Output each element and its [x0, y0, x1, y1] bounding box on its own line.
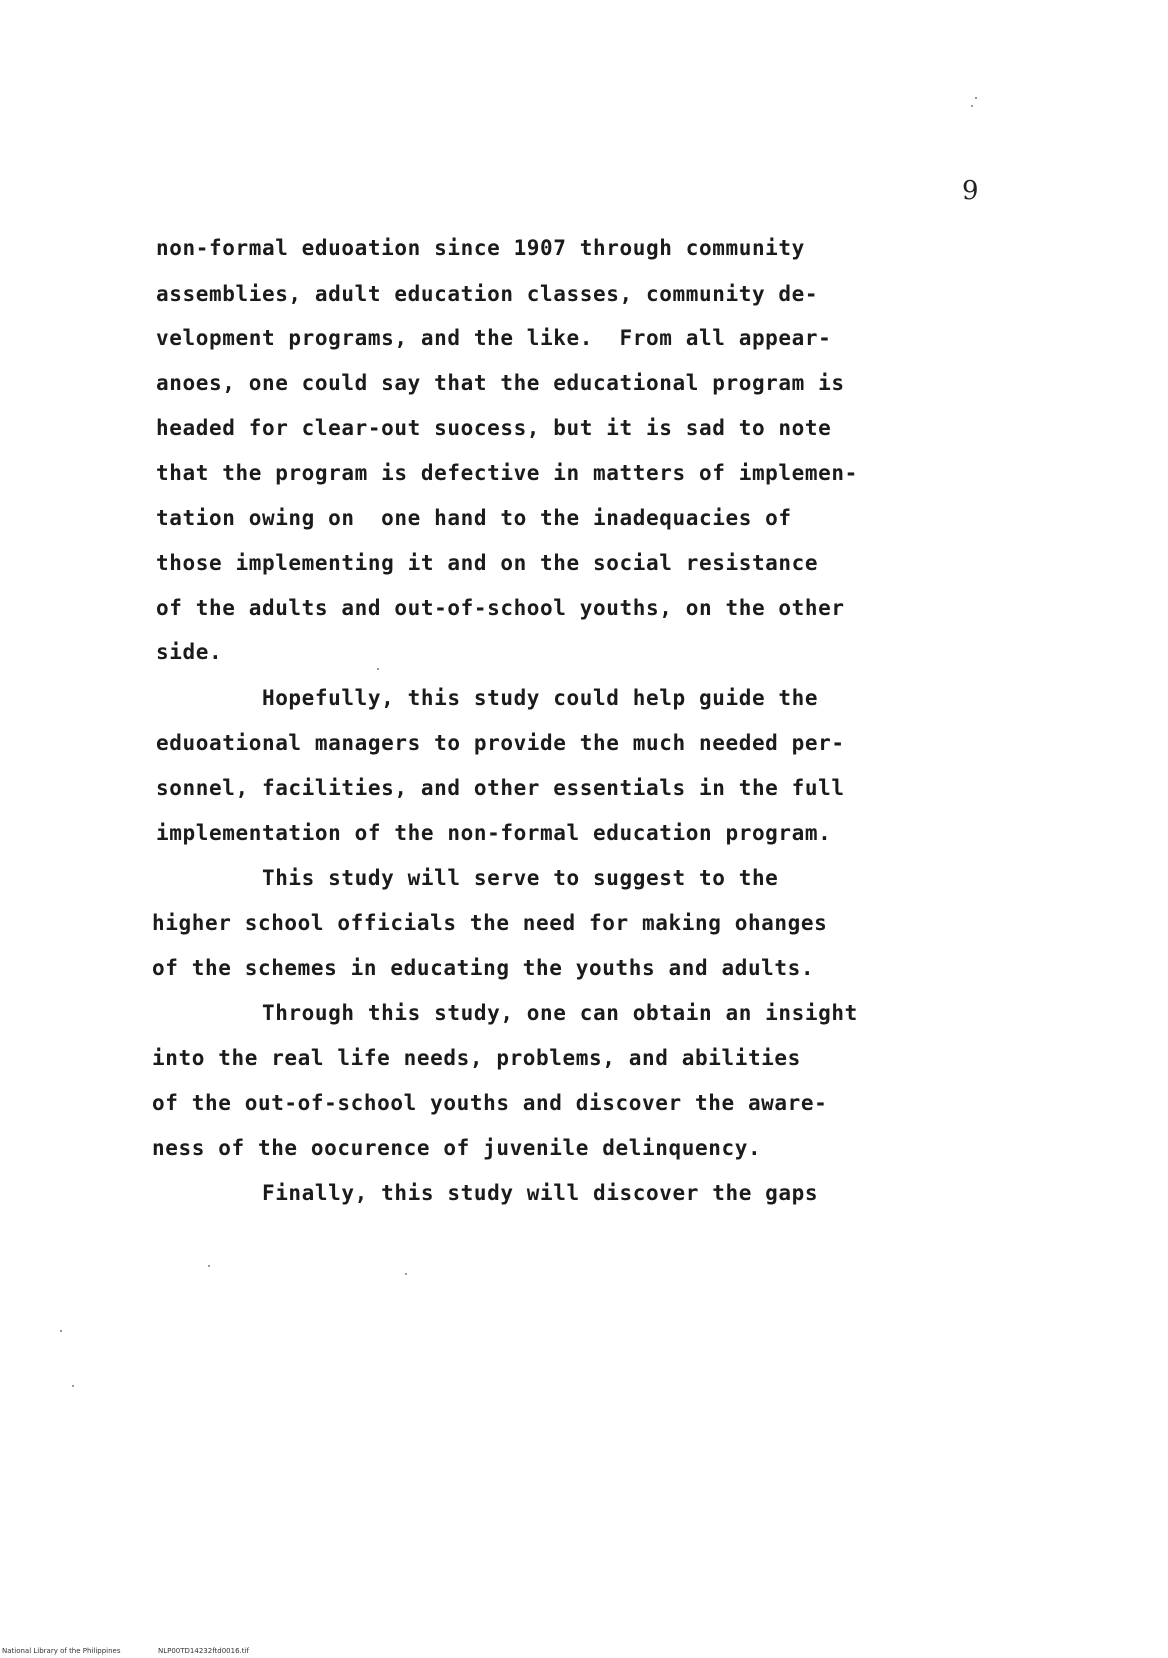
- scan-speck: [72, 1385, 74, 1387]
- scan-speck: [405, 1273, 407, 1275]
- text-line: assemblies, adult education classes, community de-: [156, 282, 819, 306]
- text-line: eduoational managers to provide the much needed per-: [156, 731, 845, 755]
- scan-speck: [971, 105, 973, 107]
- text-line: non-formal eduoation since 1907 through community: [156, 236, 805, 260]
- text-line: implementation of the non-formal education program.: [156, 821, 832, 845]
- text-line: of the out-of-school youths and discover the aware-: [152, 1091, 828, 1115]
- text-line: that the program is defective in matters of implemen-: [156, 461, 858, 485]
- text-line: anoes, one could say that the educational program is: [156, 371, 845, 395]
- text-line: of the adults and out-of-school youths, on the other: [156, 596, 845, 620]
- text-line: into the real life needs, problems, and abilities: [152, 1046, 801, 1070]
- footer-file-label: NLP00TD14232ftd0016.tif: [158, 1647, 249, 1655]
- text-line: higher school officials the need for making ohanges: [152, 911, 828, 935]
- text-line: velopment programs, and the like. From all appear-: [156, 326, 832, 350]
- text-line: This study will serve to suggest to the: [156, 866, 779, 890]
- scan-speck: [377, 668, 379, 670]
- scan-speck: [975, 97, 977, 99]
- text-line: side.: [156, 640, 223, 664]
- text-line: Hopefully, this study could help guide the: [156, 686, 819, 710]
- text-line: Through this study, one can obtain an insight: [156, 1001, 858, 1025]
- footer-library-label: National Library of the Philippines: [2, 1647, 121, 1655]
- text-line: ness of the oocurence of juvenile delinquency.: [152, 1136, 762, 1160]
- text-line: sonnel, facilities, and other essentials in the full: [156, 776, 845, 800]
- scan-speck: [60, 1330, 62, 1332]
- text-line: headed for clear-out suocess, but it is sad to note: [156, 416, 832, 440]
- text-line: those implementing it and on the social resistance: [156, 551, 819, 575]
- scan-speck: [208, 1265, 210, 1267]
- text-line: of the schemes in educating the youths and adults.: [152, 956, 815, 980]
- text-line: tation owing on one hand to the inadequacies of: [156, 506, 792, 530]
- text-line: Finally, this study will discover the gaps: [156, 1181, 819, 1205]
- page-number: 9: [962, 176, 979, 206]
